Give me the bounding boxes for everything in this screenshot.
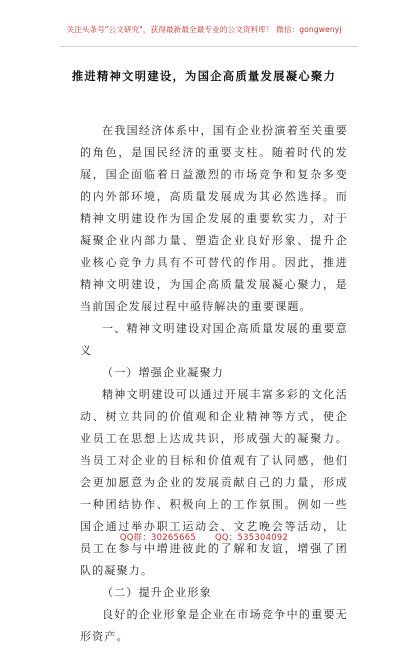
paragraph-image: 良好的企业形象是企业在市场竞争中的重要无形资产。: [80, 608, 348, 643]
footer-qq: QQ：535304092: [215, 532, 289, 542]
paragraph-intro: 在我国经济体系中，国有企业扮演着至关重要的角色，是国民经济的重要支柱。随着时代的发展，国企面临着日益激烈的市场竞争和复杂多变的内外部环境，高质量发展成为其必然选择。而精神文明建设作为国企发展的重要软实力，对于凝聚企业内部力量、塑造企业良好形象、提升企业核心竞争力具有不可替代的作用。因此，推进精神文明建设，为国企高质量发展凝心聚力，是当前国企发展过程中亟待解决的重要课题。: [80, 124, 348, 313]
footer-contact: [0, 531, 408, 543]
subsection-heading-2: （二）提升企业形象: [102, 586, 212, 599]
document-body: [80, 120, 348, 648]
header-promo-note: 关注头条号"公文研究"，获得最新最全最专业的公文资料库！ 微信：gongwenyj: [66, 25, 342, 34]
document-title: 推进精神文明建设，为国企高质量发展凝心聚力: [71, 69, 337, 83]
paragraph-cohesion: 精神文明建设可以通过开展丰富多彩的文化活动、树立共同的价值观和企业精神等方式，使企业员工在思想上达成共识，形成强大的凝聚力。当员工对企业的目标和价值观有了认同感，他们会更加愿意为企业的发展贡献自己的力量，形成一种团结协作、积极向上的工作氛围。例如一些国企通过举办职工运动会、文艺晚会等活动，让员工在参与中增进彼此的了解和友谊，增强了团队的凝聚力。: [80, 388, 348, 577]
footer-qq-group: QQ群：30265665: [119, 532, 197, 542]
subsection-heading-1: （一）增强企业凝聚力: [102, 366, 224, 379]
section-heading-1: 一、精神文明建设对国企高质量发展的重要意义: [80, 322, 348, 357]
header-divider: [60, 46, 358, 47]
